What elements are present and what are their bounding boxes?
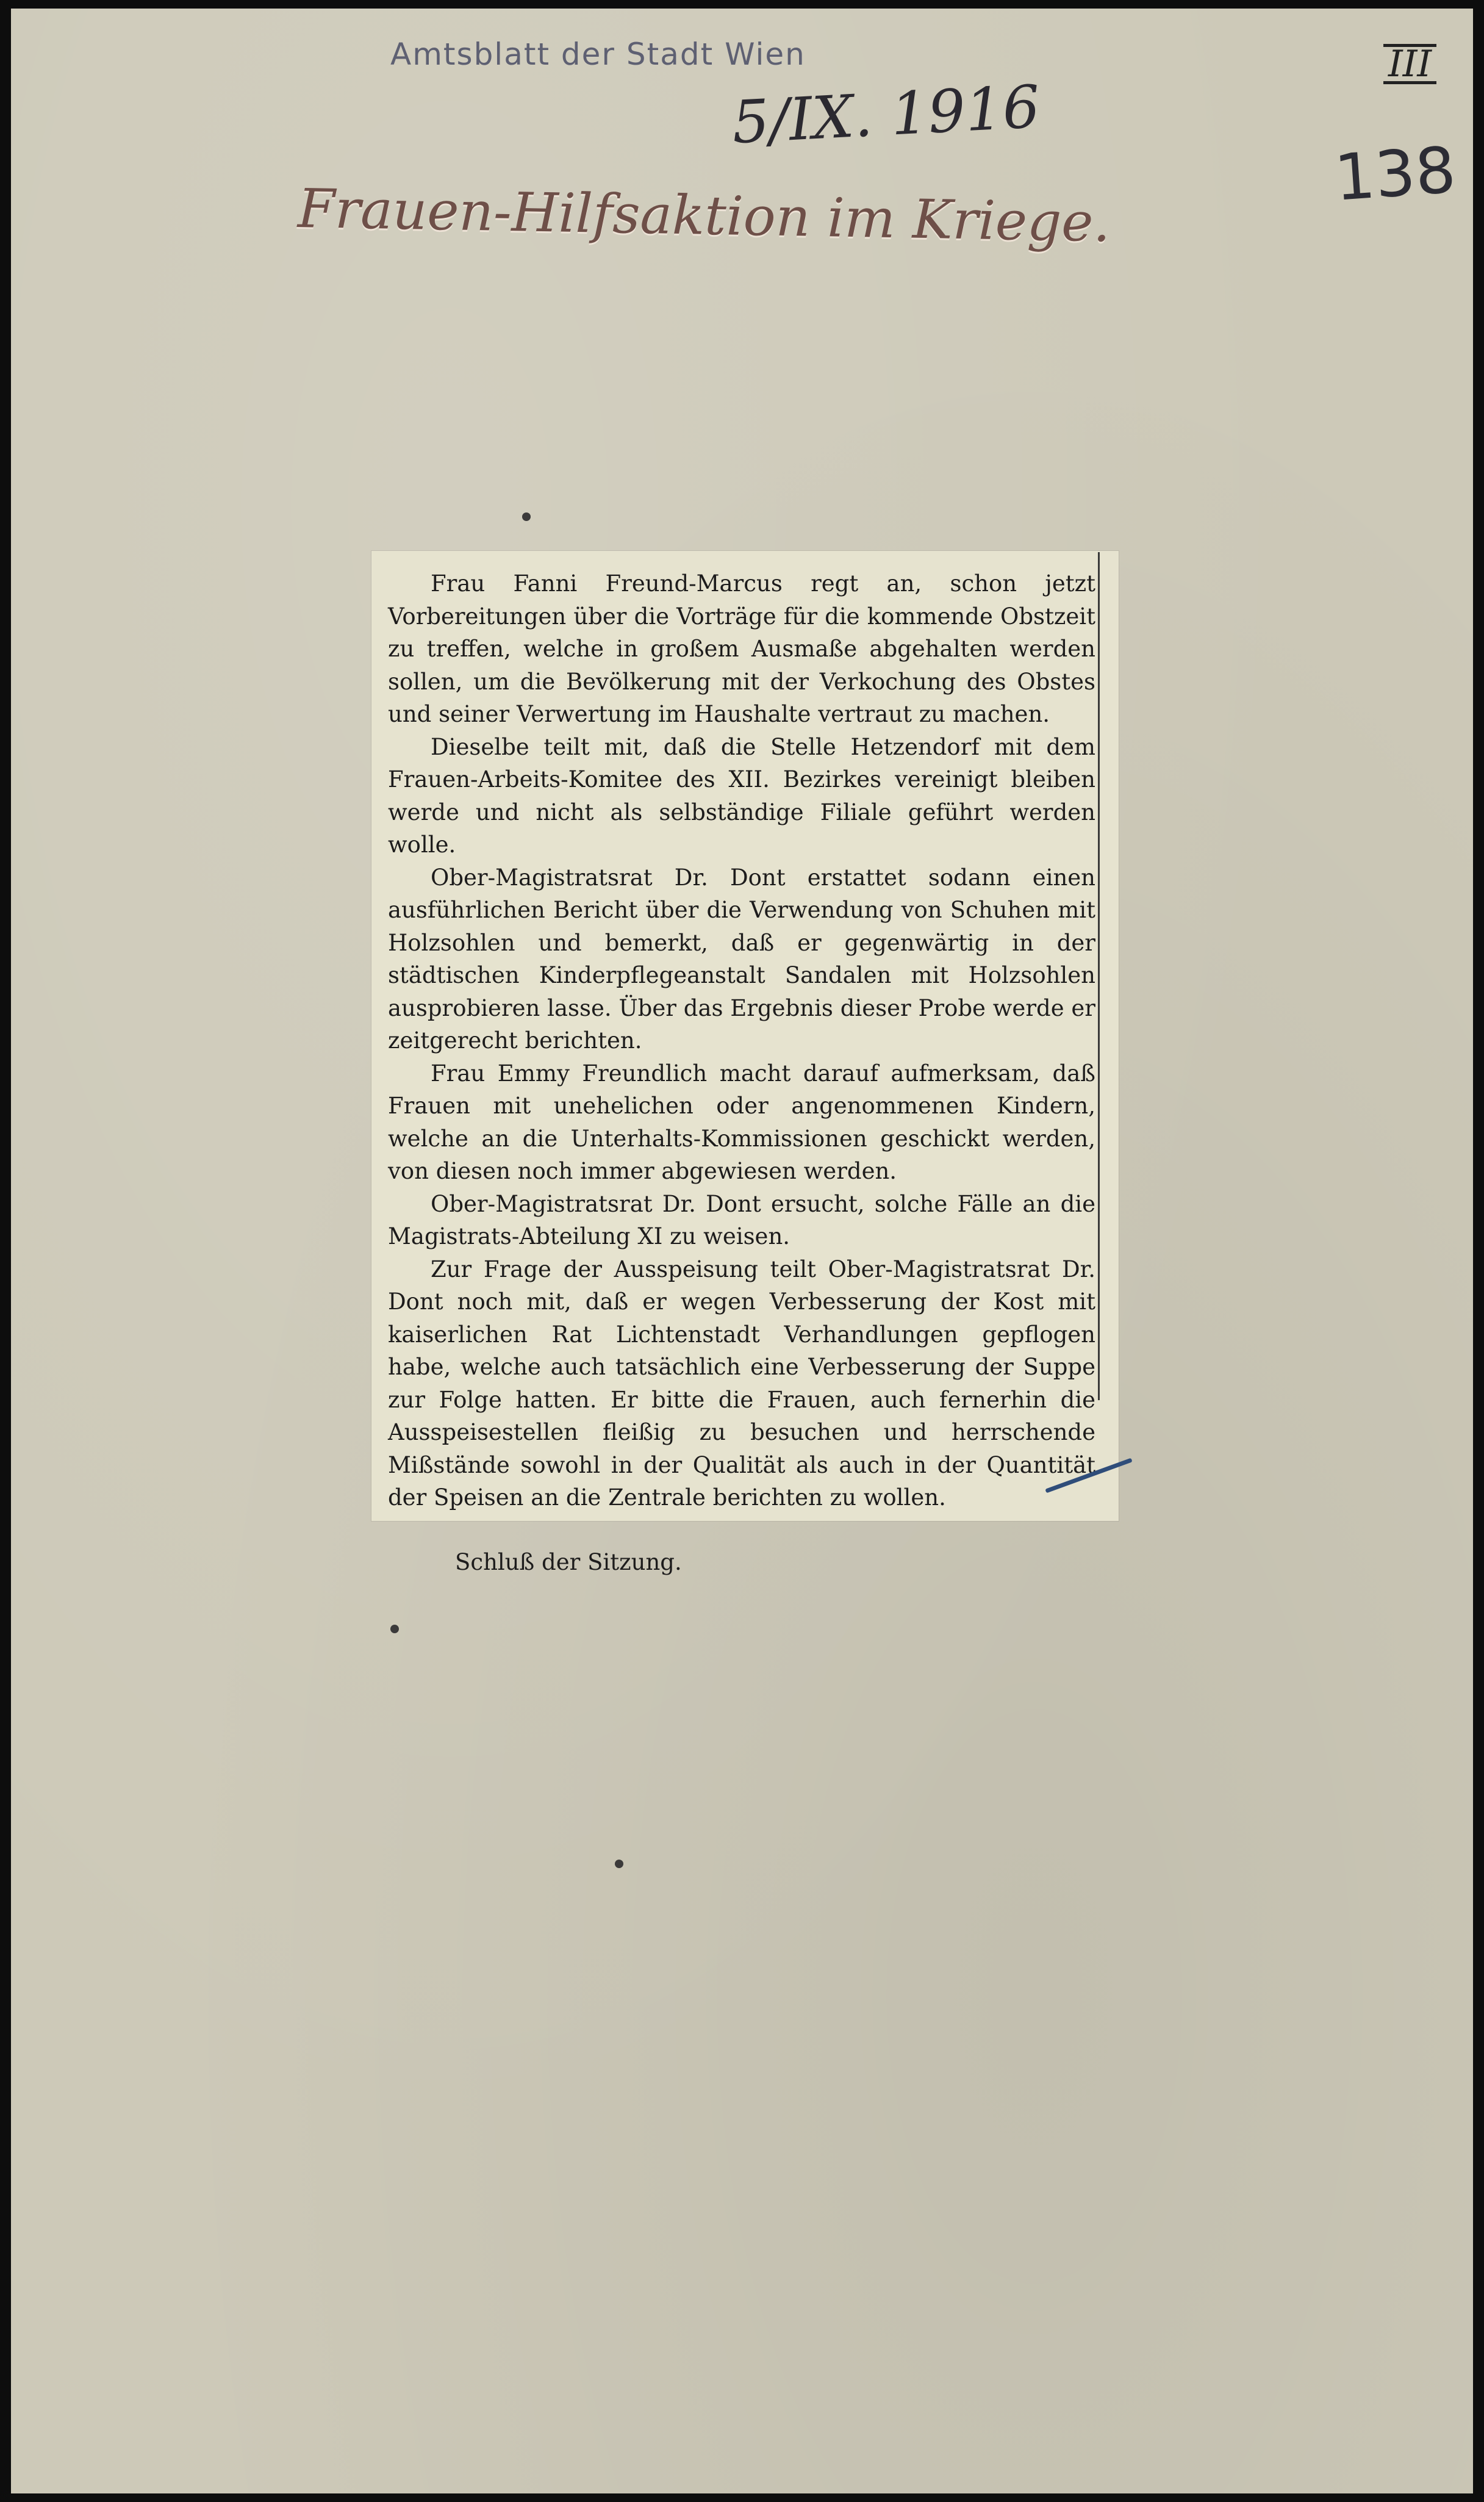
clipping-column-rule bbox=[1098, 552, 1100, 1400]
handwritten-title: Frauen-Hilfsaktion im Kriege. bbox=[297, 176, 1111, 254]
article-paragraph: Dieselbe teilt mit, daß die Stelle Hetzendorf mit dem Frauen-Arbeits-Komitee des XII. Bezirkes vereinigt bleiben werde und nicht als selbständige Filiale geführt werden wolle. bbox=[388, 733, 1095, 858]
article-paragraph: Ober-Magistratsrat Dr. Dont erstattet sodann einen ausführlichen Bericht über die Verwendung von Schuhen mit Holzsohlen und bemerkt, daß er gegenwärtig in der städtischen Kinderpflegeanstalt Sandalen mit Holzsohlen ausprobieren lasse. Über das Ergebnis dieser Probe werde er zeitgerecht berichten. bbox=[388, 864, 1095, 1054]
ink-spot bbox=[522, 512, 531, 521]
article-paragraph: Ober-Magistratsrat Dr. Dont ersucht, solche Fälle an die Magistrats-Abteilung XI zu weisen. bbox=[388, 1190, 1095, 1249]
roman-numeral: III bbox=[1383, 44, 1436, 84]
article-paragraph: Frau Emmy Freundlich macht darauf aufmerksam, daß Frauen mit unehelichen oder angenommenen Kindern, welche an die Unterhalts-Kommissionen geschickt werden, von diesen noch immer abgewiesen werden. bbox=[388, 1060, 1095, 1184]
handwritten-date: 5/IX. 1916 bbox=[730, 72, 1042, 157]
article-paragraph: Zur Frage der Ausspeisung teilt Ober-Magistratsrat Dr. Dont noch mit, daß er wegen Verbesserung der Kost mit kaiserlichen Rat Lichtenstadt Verhandlungen gepflogen habe, welche auch tatsächlich eine Verbesserung der Suppe zur Folge hatten. Er bitte die Frauen, auch fernerhin die Ausspeisestellen fleißig zu besuchen und herrschende Mißstände sowohl in der Qualität als auch in der Quantität der Speisen an die Zentrale berichten zu wollen. bbox=[388, 1256, 1095, 1511]
article-closing: Schluß der Sitzung. bbox=[455, 1548, 682, 1575]
ink-spot bbox=[390, 1625, 399, 1633]
clipping-text bbox=[388, 567, 1095, 1578]
newspaper-stamp: Amtsblatt der Stadt Wien bbox=[390, 37, 806, 72]
article-paragraph: Frau Fanni Freund-Marcus regt an, schon jetzt Vorbereitungen über die Vorträge für die kommende Obstzeit zu treffen, welche in großem Ausmaße abgehalten werden sollen, um die Bevölkerung mit der Verkochung des Obstes und seiner Verwertung im Haushalte vertraut zu machen. bbox=[388, 570, 1095, 727]
ink-spot bbox=[615, 1860, 623, 1868]
folio-number: 138 bbox=[1332, 132, 1458, 215]
